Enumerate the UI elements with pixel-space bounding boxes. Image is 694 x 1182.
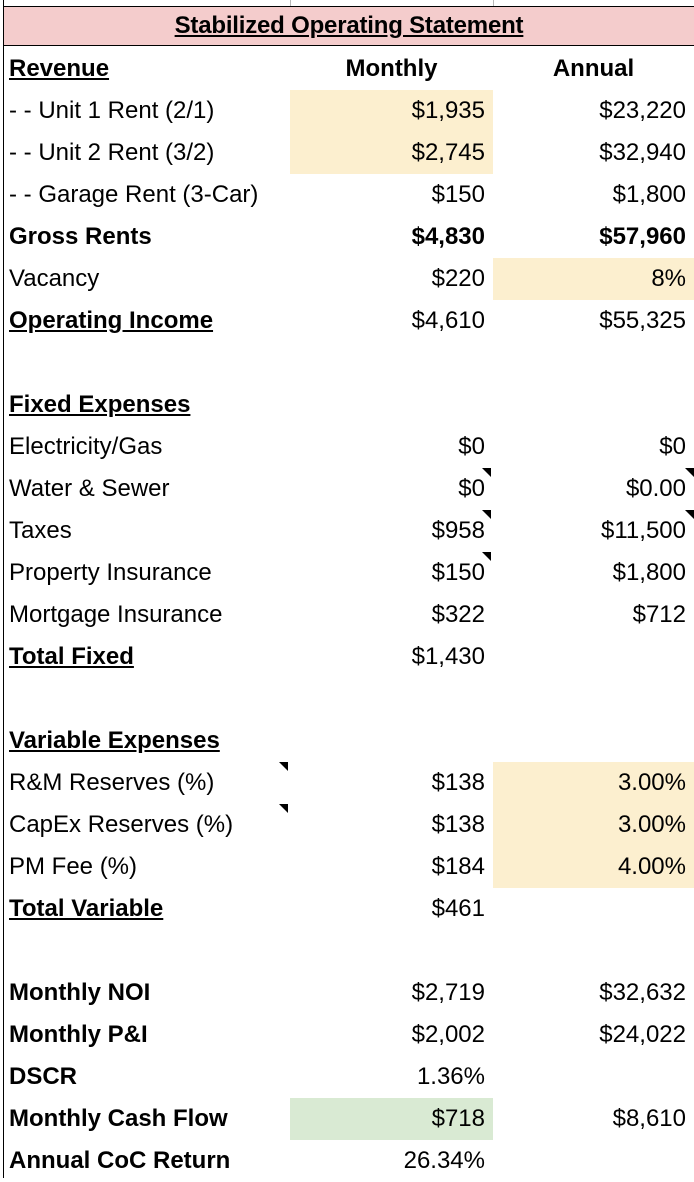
electricity-monthly[interactable]: $0 — [458, 433, 485, 460]
row-vacancy — [0, 258, 694, 300]
total-variable-label[interactable]: Total Variable — [9, 895, 164, 922]
operating-income-annual[interactable]: $55,325 — [599, 307, 686, 334]
row-taxes — [0, 510, 694, 552]
row-variable-header — [0, 720, 694, 762]
garage-rent-monthly[interactable]: $150 — [431, 181, 485, 208]
property-insurance-monthly[interactable]: $150 — [431, 559, 485, 586]
pm-fee-label[interactable]: PM Fee (%) — [9, 853, 138, 880]
vacancy-rate[interactable]: 8% — [493, 258, 694, 300]
mortgage-insurance-label[interactable]: Mortgage Insurance — [9, 601, 223, 628]
row-unit2-rent — [0, 132, 694, 174]
row-monthly-cash-flow — [0, 1098, 694, 1140]
mortgage-insurance-monthly[interactable]: $322 — [431, 601, 485, 628]
comment-indicator-icon[interactable] — [482, 552, 491, 561]
monthly-header[interactable]: Monthly — [345, 55, 438, 82]
rm-reserves-monthly[interactable]: $138 — [431, 769, 485, 796]
row-fixed-header — [0, 384, 694, 426]
monthly-noi-label[interactable]: Monthly NOI — [9, 979, 151, 1006]
header-row — [0, 48, 694, 90]
total-variable-monthly[interactable]: $461 — [431, 895, 485, 922]
total-fixed-label[interactable]: Total Fixed — [9, 643, 134, 670]
row-dscr — [0, 1056, 694, 1098]
monthly-pi-monthly[interactable]: $2,002 — [411, 1021, 485, 1048]
unit1-rent-monthly[interactable]: $1,935 — [290, 90, 493, 132]
row-mortgage-insurance — [0, 594, 694, 636]
unit2-rent-annual[interactable]: $32,940 — [599, 139, 686, 166]
row-annual-coc — [0, 1140, 694, 1182]
water-sewer-monthly[interactable]: $0 — [458, 475, 485, 502]
pm-fee-monthly[interactable]: $184 — [431, 853, 485, 880]
cash-flow-monthly[interactable]: $718 — [290, 1098, 493, 1140]
row-garage-rent — [0, 174, 694, 216]
row-gross-rents — [0, 216, 694, 258]
unit1-rent-annual[interactable]: $23,220 — [599, 97, 686, 124]
monthly-pi-label[interactable]: Monthly P&I — [9, 1021, 148, 1048]
row-rm-reserves — [0, 762, 694, 804]
row-pm-fee — [0, 846, 694, 888]
comment-indicator-icon[interactable] — [685, 468, 694, 477]
vacancy-label[interactable]: Vacancy — [9, 265, 100, 292]
row-property-insurance — [0, 552, 694, 594]
coc-return-value[interactable]: 26.34% — [403, 1147, 485, 1174]
fixed-expenses-header[interactable]: Fixed Expenses — [9, 391, 191, 418]
row-electricity — [0, 426, 694, 468]
vacancy-monthly[interactable]: $220 — [431, 265, 485, 292]
row-water-sewer — [0, 468, 694, 510]
electricity-annual[interactable]: $0 — [659, 433, 686, 460]
coc-return-label[interactable]: Annual CoC Return — [9, 1147, 231, 1174]
dscr-value[interactable]: 1.36% — [416, 1063, 485, 1090]
gross-rents-monthly[interactable]: $4,830 — [411, 223, 485, 250]
comment-indicator-icon[interactable] — [279, 804, 288, 813]
gross-rents-annual[interactable]: $57,960 — [599, 223, 686, 250]
rm-reserves-rate[interactable]: 3.00% — [493, 762, 694, 804]
mortgage-insurance-annual[interactable]: $712 — [632, 601, 686, 628]
row-capex-reserves — [0, 804, 694, 846]
title-cell[interactable] — [4, 6, 694, 46]
unit2-rent-monthly[interactable]: $2,745 — [290, 132, 493, 174]
taxes-label[interactable]: Taxes — [9, 517, 72, 544]
property-insurance-label[interactable]: Property Insurance — [9, 559, 212, 586]
revenue-header[interactable]: Revenue — [9, 55, 110, 82]
row-unit1-rent — [0, 90, 694, 132]
rm-reserves-label[interactable]: R&M Reserves (%) — [9, 769, 215, 796]
row-total-variable — [0, 888, 694, 930]
pm-fee-rate[interactable]: 4.00% — [493, 846, 694, 888]
water-sewer-label[interactable]: Water & Sewer — [9, 475, 170, 502]
operating-income-monthly[interactable]: $4,610 — [411, 307, 485, 334]
total-fixed-monthly[interactable]: $1,430 — [411, 643, 485, 670]
water-sewer-annual[interactable]: $0.00 — [625, 475, 686, 502]
comment-indicator-icon[interactable] — [482, 468, 491, 477]
monthly-noi-annual[interactable]: $32,632 — [599, 979, 686, 1006]
capex-reserves-monthly[interactable]: $138 — [431, 811, 485, 838]
unit1-rent-label[interactable]: - - Unit 1 Rent (2/1) — [9, 97, 215, 124]
comment-indicator-icon[interactable] — [279, 762, 288, 771]
dscr-label[interactable]: DSCR — [9, 1063, 78, 1090]
sheet-title: Stabilized Operating Statement — [174, 12, 524, 39]
row-operating-income — [0, 300, 694, 342]
electricity-label[interactable]: Electricity/Gas — [9, 433, 163, 460]
comment-indicator-icon[interactable] — [685, 510, 694, 519]
unit2-rent-label[interactable]: - - Unit 2 Rent (3/2) — [9, 139, 215, 166]
garage-rent-label[interactable]: - - Garage Rent (3-Car) — [9, 181, 259, 208]
garage-rent-annual[interactable]: $1,800 — [612, 181, 686, 208]
operating-income-label[interactable]: Operating Income — [9, 307, 214, 334]
row-total-fixed — [0, 636, 694, 678]
property-insurance-annual[interactable]: $1,800 — [612, 559, 686, 586]
cash-flow-annual[interactable]: $8,610 — [612, 1105, 686, 1132]
row-monthly-pi — [0, 1014, 694, 1056]
monthly-noi-monthly[interactable]: $2,719 — [411, 979, 485, 1006]
capex-reserves-rate[interactable]: 3.00% — [493, 804, 694, 846]
taxes-monthly[interactable]: $958 — [431, 517, 485, 544]
annual-header[interactable]: Annual — [552, 55, 635, 82]
cash-flow-label[interactable]: Monthly Cash Flow — [9, 1105, 228, 1132]
variable-expenses-header[interactable]: Variable Expenses — [9, 727, 220, 754]
gross-rents-label[interactable]: Gross Rents — [9, 223, 152, 250]
row-monthly-noi — [0, 972, 694, 1014]
capex-reserves-label[interactable]: CapEx Reserves (%) — [9, 811, 234, 838]
comment-indicator-icon[interactable] — [482, 510, 491, 519]
monthly-pi-annual[interactable]: $24,022 — [599, 1021, 686, 1048]
taxes-annual[interactable]: $11,500 — [601, 517, 686, 544]
